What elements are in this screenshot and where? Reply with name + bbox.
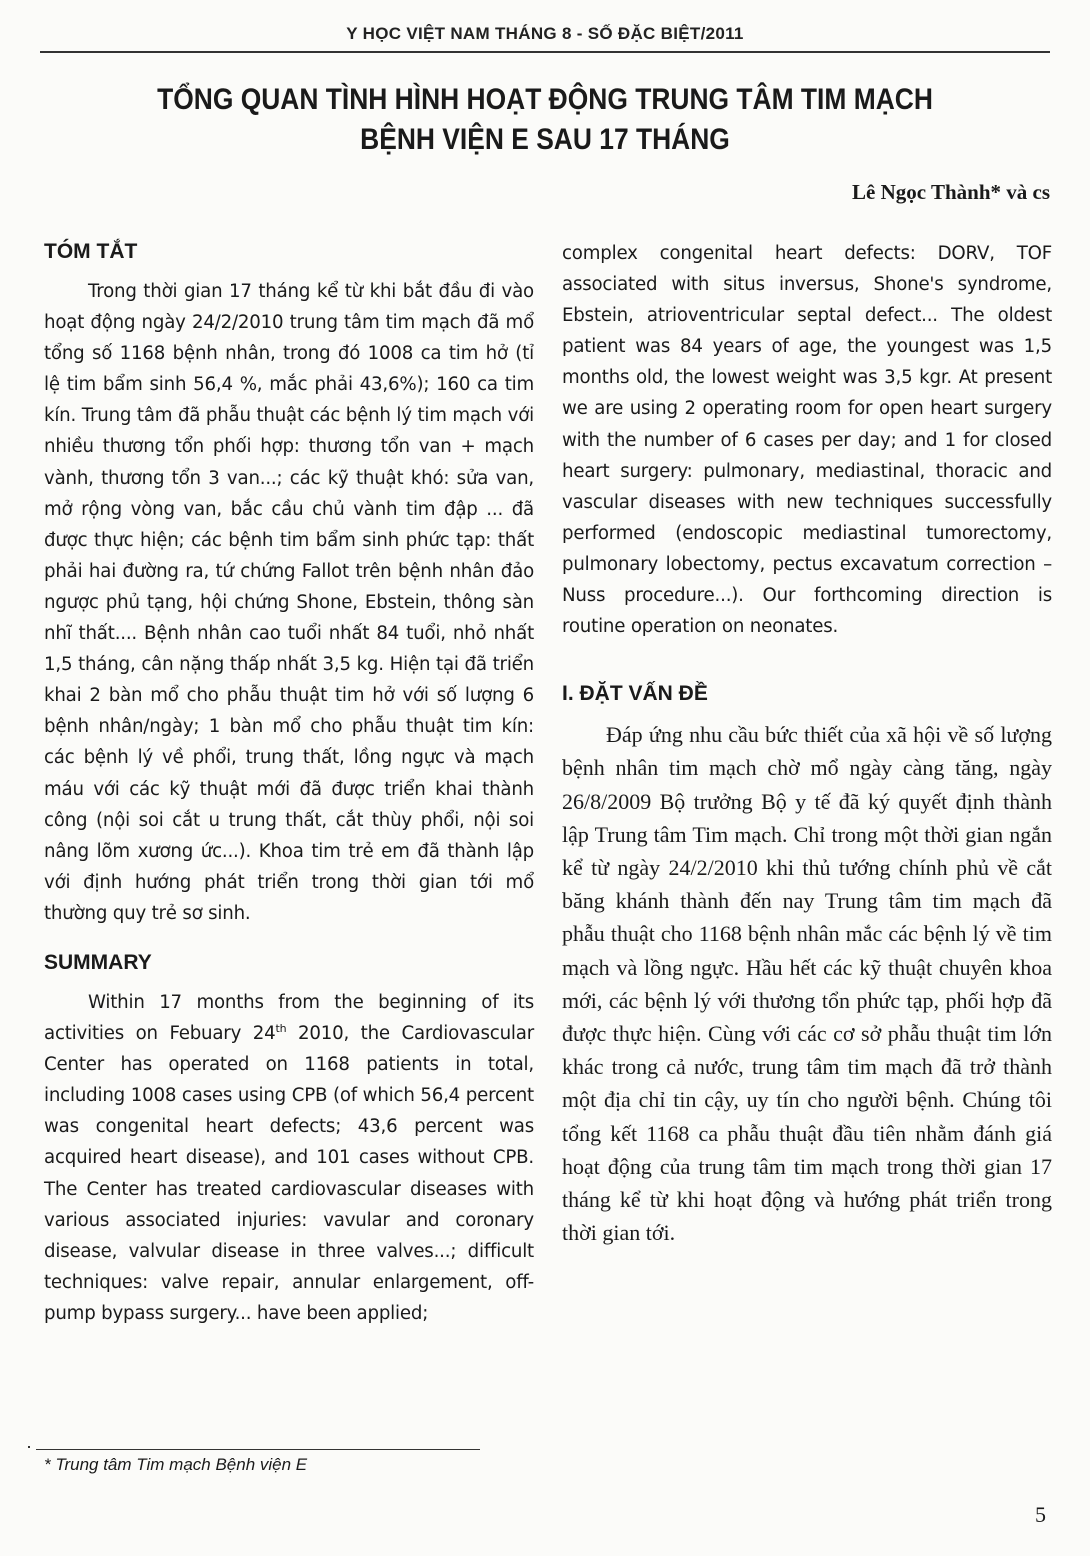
title-line-2: BỆNH VIỆN E SAU 17 THÁNG [360,123,730,156]
summary-text [44,987,534,1329]
abstract-vi-text: Trong thời gian 17 tháng kể từ khi bắt đầu đi vào hoạt động ngày 24/2/2010 trung tâm tim mạch đã mổ tổng số 1168 bệnh nhân, trong đó 1008 ca tim hở (tỉ lệ tim bẩm sinh 56,4 %, mắc phải 43,6%); 160 ca tim kín. Trung tâm đã phẫu thuật các bệnh lý tim mạch với nhiều thương tổn phối hợp: thương tổn van + mạch vành, thương tổn 3 van...; các kỹ thuật khó: sửa van, mở rộng vòng van, bắc cầu chủ vành tim đập ... đã được thực hiện; các bệnh tim bẩm sinh phức tạp: thất phải hai đường ra, tứ chứng Fallot trên bệnh nhân đảo ngược phủ tạng, hội chứng Shone, Ebstein, thông sàn nhĩ thất.... Bệnh nhân cao tuổi nhất 84 tuổi, nhỏ nhất 1,5 tháng, cân nặng thấp nhất 3,5 kg. Hiện tại đã triển khai 2 bàn mổ cho phẫu thuật tim hở với số lượng 6 bệnh nhân/ngày; 1 bàn mổ cho phẫu thuật tim kín: các bệnh lý về phổi, trung thất, lồng ngực và mạch máu với các kỹ thuật mới đã được triển khai thành công (nội soi cắt u trung thất, cắt thùy phổi, nội soi nâng lõm xương ức...). Khoa tim trẻ em đã thành lập với định hướng phát triển trong thời gian tới mổ thường quy trẻ sơ sinh. [44,281,534,924]
footnote-rule [36,1449,480,1450]
footnote: * Trung tâm Tim mạch Bệnh viện E [44,1455,308,1474]
article-title [118,80,972,160]
summary-text-part1: Within 17 months from the beginning of its activities on Febuary 24 [44,991,534,1045]
summary-superscript: th [275,1022,287,1035]
header-rule [40,51,1050,53]
right-column [562,238,1052,1249]
title-line-1: TỔNG QUAN TÌNH HÌNH HOẠT ĐỘNG TRUNG TÂM TIM MẠCH [157,83,933,116]
summary-continuation: complex congenital heart defects: DORV, TOF associated with situs inversus, Shone's syndrome, Ebstein, atrioventricular septal defect... The oldest patient was 84 years of age, the youngest was 1,5 months old, the lowest weight was 3,5 kgr. At present we are using 2 operating room for open heart surgery with the number of 6 cases per day; and 1 for closed heart surgery: pulmonary, mediastinal, thoracic and vascular diseases with new techniques successfully performed (endoscopic mediastinal tumorectomy, pulmonary lobectomy, pectus excavatum correction – Nuss procedure...). Our forthcoming direction is routine operation on neonates. [562,243,1052,638]
section-1-text: Đáp ứng nhu cầu bức thiết của xã hội về số lượng bệnh nhân tim mạch chờ mổ ngày càng tăng, ngày 26/8/2009 Bộ trưởng Bộ y tế đã ký quyết định thành lập Trung tâm Tim mạch. Chỉ trong một thời gian ngắn kể từ ngày 24/2/2010 khi thủ tướng chính phủ về cắt băng khánh thành đến nay Trung tâm tim mạch đã phẫu thuật cho 1168 bệnh nhân mắc các bệnh lý về tim mạch và lồng ngực. Hầu hết các kỹ thuật chuyên khoa mới, các bệnh lý với thương tổn phức tạp, phối hợp đã được thực hiện. Cùng với các cơ sở phẫu thuật tim lớn khác trong cả nước, trung tâm tim mạch đã trở thành một địa chỉ tin cậy, uy tín cho người bệnh. Chúng tôi tổng kết 1168 ca phẫu thuật đầu tiên nhằm đánh giá hoạt động của trung tâm tim mạch trong thời gian 17 tháng kể từ khi hoạt động và hướng phát triển trong thời gian tới. [562,722,1052,1246]
running-header: Y HỌC VIỆT NAM THÁNG 8 - SỐ ĐẶC BIỆT/2011 [346,24,744,43]
page-number: 5 [1035,1502,1046,1527]
abstract-vi-heading: TÓM TẮT [44,240,138,263]
left-column [44,238,534,1329]
summary-heading: SUMMARY [44,950,152,974]
authors: Lê Ngọc Thành* và cs [852,180,1050,204]
section-1-heading: I. ĐẶT VẤN ĐỀ [562,682,708,706]
summary-text-part2: 2010, the Cardiovascular Center has operated on 1168 patients in total, including 1008 cases using CPB (of which 56,4 percent was congenital heart defects; 43,6 percent was acquired heart disease), and 101 cases without CPB. The Center has treated cardiovascular diseases with various associated injuries: vavular and coronary disease, valvular disease in three valves...; difficult techniques: valve repair, annular enlargement, off-pump bypass surgery... have been applied; [44,1023,535,1324]
